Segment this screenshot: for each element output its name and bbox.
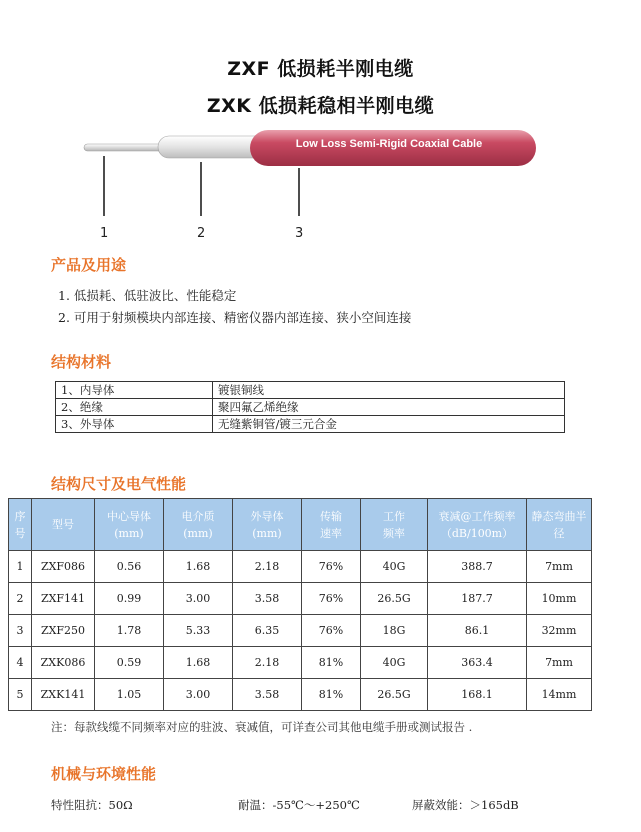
marker-1: 1: [100, 226, 109, 241]
inner-conductor: [84, 144, 164, 151]
marker-2: 2: [197, 226, 206, 241]
cell-outer-conductor: 3.58: [233, 679, 302, 711]
cell-center-conductor: 1.05: [95, 679, 164, 711]
material-value: 镀银铜线: [213, 382, 565, 399]
header-frequency: 工作 频率: [361, 499, 428, 551]
cell-center-conductor: 0.59: [95, 647, 164, 679]
table-row: [56, 382, 565, 399]
materials-table: [55, 381, 565, 433]
cell-frequency: 40G: [361, 551, 428, 583]
table-row: [56, 416, 565, 433]
header-bend-radius: 静态弯曲半径: [527, 499, 592, 551]
cell-model: ZXF086: [32, 551, 95, 583]
cell-frequency: 18G: [361, 615, 428, 647]
cell-model: ZXF141: [32, 583, 95, 615]
header-dielectric: 电介质 (mm): [164, 499, 233, 551]
cell-model: ZXF250: [32, 615, 95, 647]
table-row: [9, 679, 592, 711]
cell-dielectric: 1.68: [164, 551, 233, 583]
header-center-conductor: 中心导体 (mm): [95, 499, 164, 551]
cell-outer-conductor: 3.58: [233, 583, 302, 615]
header-attenuation: 衰减@工作频率 （dB/100m）: [428, 499, 527, 551]
section-mechanical: 机械与环境性能: [51, 765, 157, 783]
cell-model: ZXK141: [32, 679, 95, 711]
cell-bend-radius: 32mm: [527, 615, 592, 647]
material-name: 1、内导体: [56, 382, 213, 399]
cell-velocity: 81%: [302, 647, 361, 679]
marker-3: 3: [295, 226, 304, 241]
header-index: 序 号: [9, 499, 32, 551]
table-row: [56, 399, 565, 416]
header-outer-conductor: 外导体 (mm): [233, 499, 302, 551]
section-materials: 结构材料: [51, 353, 112, 371]
cell-index: 2: [9, 583, 32, 615]
cable-illustration: [70, 122, 550, 222]
usage-item-1: 1. 低损耗、低驻波比、性能稳定: [58, 288, 237, 303]
cell-index: 1: [9, 551, 32, 583]
cell-attenuation: 388.7: [428, 551, 527, 583]
cell-model: ZXK086: [32, 647, 95, 679]
cell-center-conductor: 0.99: [95, 583, 164, 615]
table-row: [9, 551, 592, 583]
cell-dielectric: 1.68: [164, 647, 233, 679]
cell-attenuation: 168.1: [428, 679, 527, 711]
shielding-spec: 屏蔽效能：＞165dB: [412, 798, 519, 812]
material-name: 3、外导体: [56, 416, 213, 433]
impedance-spec: 特性阻抗：50Ω: [51, 798, 133, 812]
material-value: 无缝紫铜管/镀三元合金: [213, 416, 565, 433]
cell-outer-conductor: 2.18: [233, 647, 302, 679]
cell-index: 5: [9, 679, 32, 711]
header-model: 型号: [32, 499, 95, 551]
cell-frequency: 26.5G: [361, 679, 428, 711]
section-usage: 产品及用途: [51, 256, 127, 274]
cell-velocity: 76%: [302, 583, 361, 615]
cell-velocity: 81%: [302, 679, 361, 711]
cell-velocity: 76%: [302, 551, 361, 583]
cell-index: 4: [9, 647, 32, 679]
table-note: 注：每款线缆不同频率对应的驻波、衰减值，可详查公司其他电缆手册或测试报告 .: [51, 720, 473, 734]
cell-dielectric: 3.00: [164, 583, 233, 615]
cell-bend-radius: 10mm: [527, 583, 592, 615]
table-row: [9, 583, 592, 615]
cell-attenuation: 187.7: [428, 583, 527, 615]
cell-frequency: 40G: [361, 647, 428, 679]
cell-attenuation: 86.1: [428, 615, 527, 647]
cell-bend-radius: 7mm: [527, 551, 592, 583]
material-value: 聚四氟乙烯绝缘: [213, 399, 565, 416]
table-row: [9, 615, 592, 647]
material-name: 2、绝缘: [56, 399, 213, 416]
cell-bend-radius: 14mm: [527, 679, 592, 711]
spec-table: [8, 498, 592, 711]
cell-bend-radius: 7mm: [527, 647, 592, 679]
cell-center-conductor: 1.78: [95, 615, 164, 647]
section-specs: 结构尺寸及电气性能: [51, 475, 187, 493]
cell-attenuation: 363.4: [428, 647, 527, 679]
cell-frequency: 26.5G: [361, 583, 428, 615]
cell-outer-conductor: 2.18: [233, 551, 302, 583]
table-row: [9, 647, 592, 679]
usage-item-2: 2. 可用于射频模块内部连接、精密仪器内部连接、狭小空间连接: [58, 310, 412, 325]
cell-index: 3: [9, 615, 32, 647]
cell-dielectric: 5.33: [164, 615, 233, 647]
page-title-zxf: ZXF 低损耗半刚电缆: [227, 58, 414, 80]
cell-velocity: 76%: [302, 615, 361, 647]
cell-center-conductor: 0.56: [95, 551, 164, 583]
cell-outer-conductor: 6.35: [233, 615, 302, 647]
table-header-row: [9, 499, 592, 551]
cell-dielectric: 3.00: [164, 679, 233, 711]
cable-label: Low Loss Semi-Rigid Coaxial Cable: [295, 138, 483, 150]
page-title-zxk: ZXK 低损耗稳相半刚电缆: [206, 95, 435, 117]
header-velocity: 传输 速率: [302, 499, 361, 551]
temperature-spec: 耐温：-55℃～+250℃: [238, 798, 360, 812]
